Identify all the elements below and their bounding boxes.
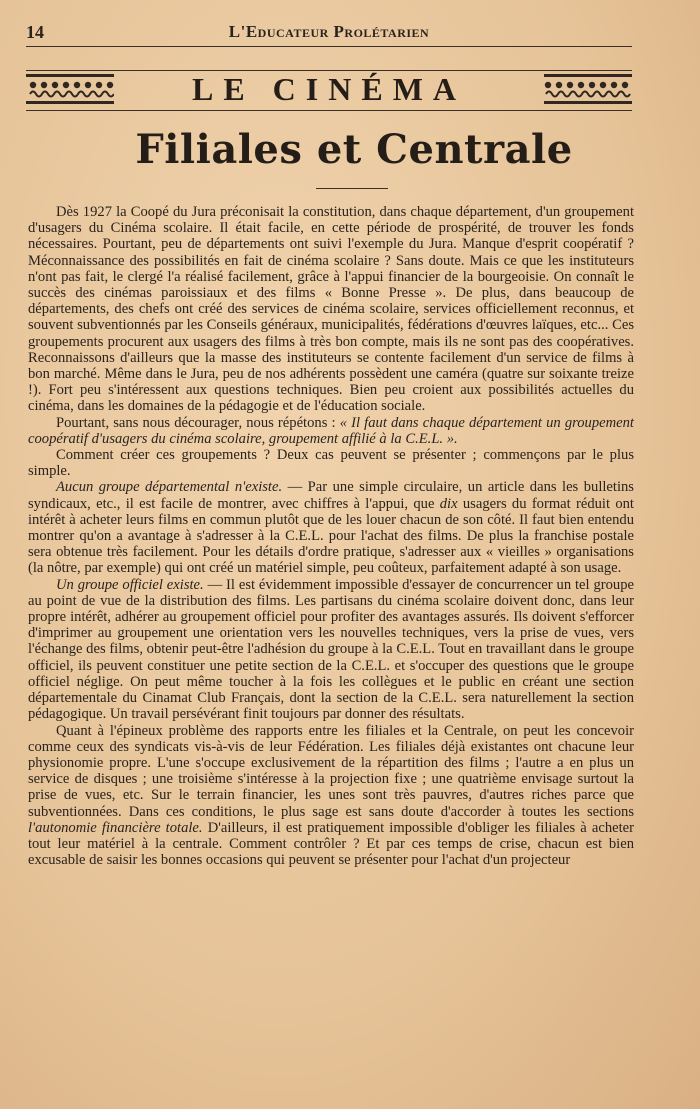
paragraph-6 (28, 723, 634, 869)
band-rule-bottom (26, 110, 632, 111)
section-band (26, 60, 632, 112)
paragraph-4-text: — Par une simple circulaire, un article dans les bulletins syndicaux, etc., il est facile de montrer, avec chiffres à l'appui, que (28, 479, 634, 512)
article-body (28, 204, 634, 868)
article-title: Filiales et Centrale (135, 126, 573, 173)
paragraph-3 (28, 447, 634, 479)
journal-title: L'Educateur Prolétarien (228, 22, 430, 41)
paragraph-2 (28, 415, 634, 447)
page-number: 14 (26, 22, 44, 42)
paragraph-4-text-continued: usagers du format réduit ont intérêt à acheter leurs films en commun plutôt que de les louer chacun de son côté. Il faut bien entendu montrer qu'on a avantage à s'adresser à la C.E.L. pour l'achat des films. De plus la franchise postale sera obtenue très facilement. Pour les détails d'ordre pratique, s'adresser aux « vieilles » organisations (la nôtre, par exemple) qui ont créé un matériel simple, peu coûteux, parfaitement adapté à son usage. (28, 495, 634, 577)
title-rule (316, 188, 388, 189)
paragraph-1-text: Dès 1927 la Coopé du Jura préconisait la constitution, dans chaque département, d'un groupement d'usagers du Cinéma scolaire. Il était facile, en cette période de prospérité, de trouver les fonds nécessaires. Pourtant, peu de départements ont suivi l'exemple du Jura. Manque d'esprit coopératif ? Méconnaissance des possibilités en fait de cinéma scolaire ? Sans doute. Mais ce que les instituteurs n'ont pas fait, le clergé l'a réalisé facilement, grâce à l'appui financier de la bourgeoisie. On connaît le succès des cinémas paroissiaux et des films « Bonne Presse ». De plus, dans beaucoup de départements, des chefs ont créé des services de cinéma scolaire, services officiellement reconnus, et souvent subventionnés par les Conseils généraux, municipalités, fédérations d'œuvres laïques, etc... Ces groupements procurent aux usagers des films à très bon compte, mais ils ne sont pas des coopératives. Reconnaissons d'ailleurs que la masse des instituteurs se contente facilement d'un service de films à bon marché. Même dans le Jura, peu de nos adhérents possèdent une caméra (quatre sur soixante treize !). Fort peu s'intéressent aux questions techniques. Bien peu croient aux possibilités actuelles du cinéma, dans les domaines de la pédagogie et de l'éducation sociale. (28, 204, 634, 415)
paragraph-5-text: — Il est évidemment impossible d'essayer de concurrencer un tel groupe au point de vue de la distribution des films. Les partisans du cinéma scolaire doivent donc, dans leur propre intérêt, adhérer au groupement officiel pour profiter des avantages assurés. Ils doivent s'efforcer d'imprimer au groupement une orientation vers les nouvelles techniques, vers la prise de vues, vers l'échange des films, obtenir peut-être l'adhésion du groupe à la C.E.L. Tout en travaillant dans le groupe officiel, ils peuvent constituer une petite section de la C.E.L. et s'occuper des questions que le groupe officiel néglige. On peut même toucher à la fois les collègues et le public en créant une section départementale du Cinamat Club Français, dont la section de la C.E.L. sera naturellement la section pédagogique. Un travail persévérant finit toujours par donner des résultats. (28, 576, 634, 723)
paragraph-2-emphasis: « Il faut dans chaque département un groupement coopératif d'usagers du cinéma scolaire, groupement affilié à la C.E.L. ». (28, 414, 634, 447)
paragraph-6-emphasis: l'autonomie financière totale. (28, 819, 203, 836)
ornament-border-right-icon (544, 74, 632, 104)
paragraph-1 (28, 204, 634, 415)
paragraph-6-text-continued: D'ailleurs, il est pratiquement impossible d'obliger les filiales à acheter tout leur matériel à la centrale. Comment contrôler ? Et par ces temps de crise, chacun est bien excusable de saisir les bonnes occasions qui peuvent se présenter pour l'achat d'un projecteur (28, 819, 634, 869)
paragraph-4-emphasis: dix (439, 495, 458, 512)
paragraph-2-lead: Pourtant, sans nous décourager, nous répétons : (56, 414, 340, 431)
section-title: LE CINÉMA (191, 71, 466, 107)
paragraph-3-text: Comment créer ces groupements ? Deux cas peuvent se présenter ; commençons par le plus simple. (28, 447, 634, 480)
paragraph-6-text: Quant à l'épineux problème des rapports entre les filiales et la Centrale, on peut les concevoir comme ceux des syndicats vis-à-vis de leur Fédération. Les filiales déjà existantes ont chacune leur physionomie propre. L'une s'occupe exclusivement de la répartition des films ; l'autre a en plus un service de disques ; une troisième s'intéresse à la projection fixe ; une quatrième envisage surtout la prise de vues, etc. Sur le terrain financier, les unes sont très pauvres, d'autres riches parce que subventionnées. Dans ces conditions, le plus sage est sans doute d'accorder à toutes les sections (28, 722, 634, 820)
paragraph-5 (28, 577, 634, 723)
paragraph-5-heading: Un groupe officiel existe. (56, 576, 204, 593)
running-head (26, 18, 632, 47)
ornament-border-left-icon (26, 74, 114, 104)
paragraph-4-heading: Aucun groupe départemental n'existe. (56, 479, 283, 496)
paragraph-4 (28, 479, 634, 576)
